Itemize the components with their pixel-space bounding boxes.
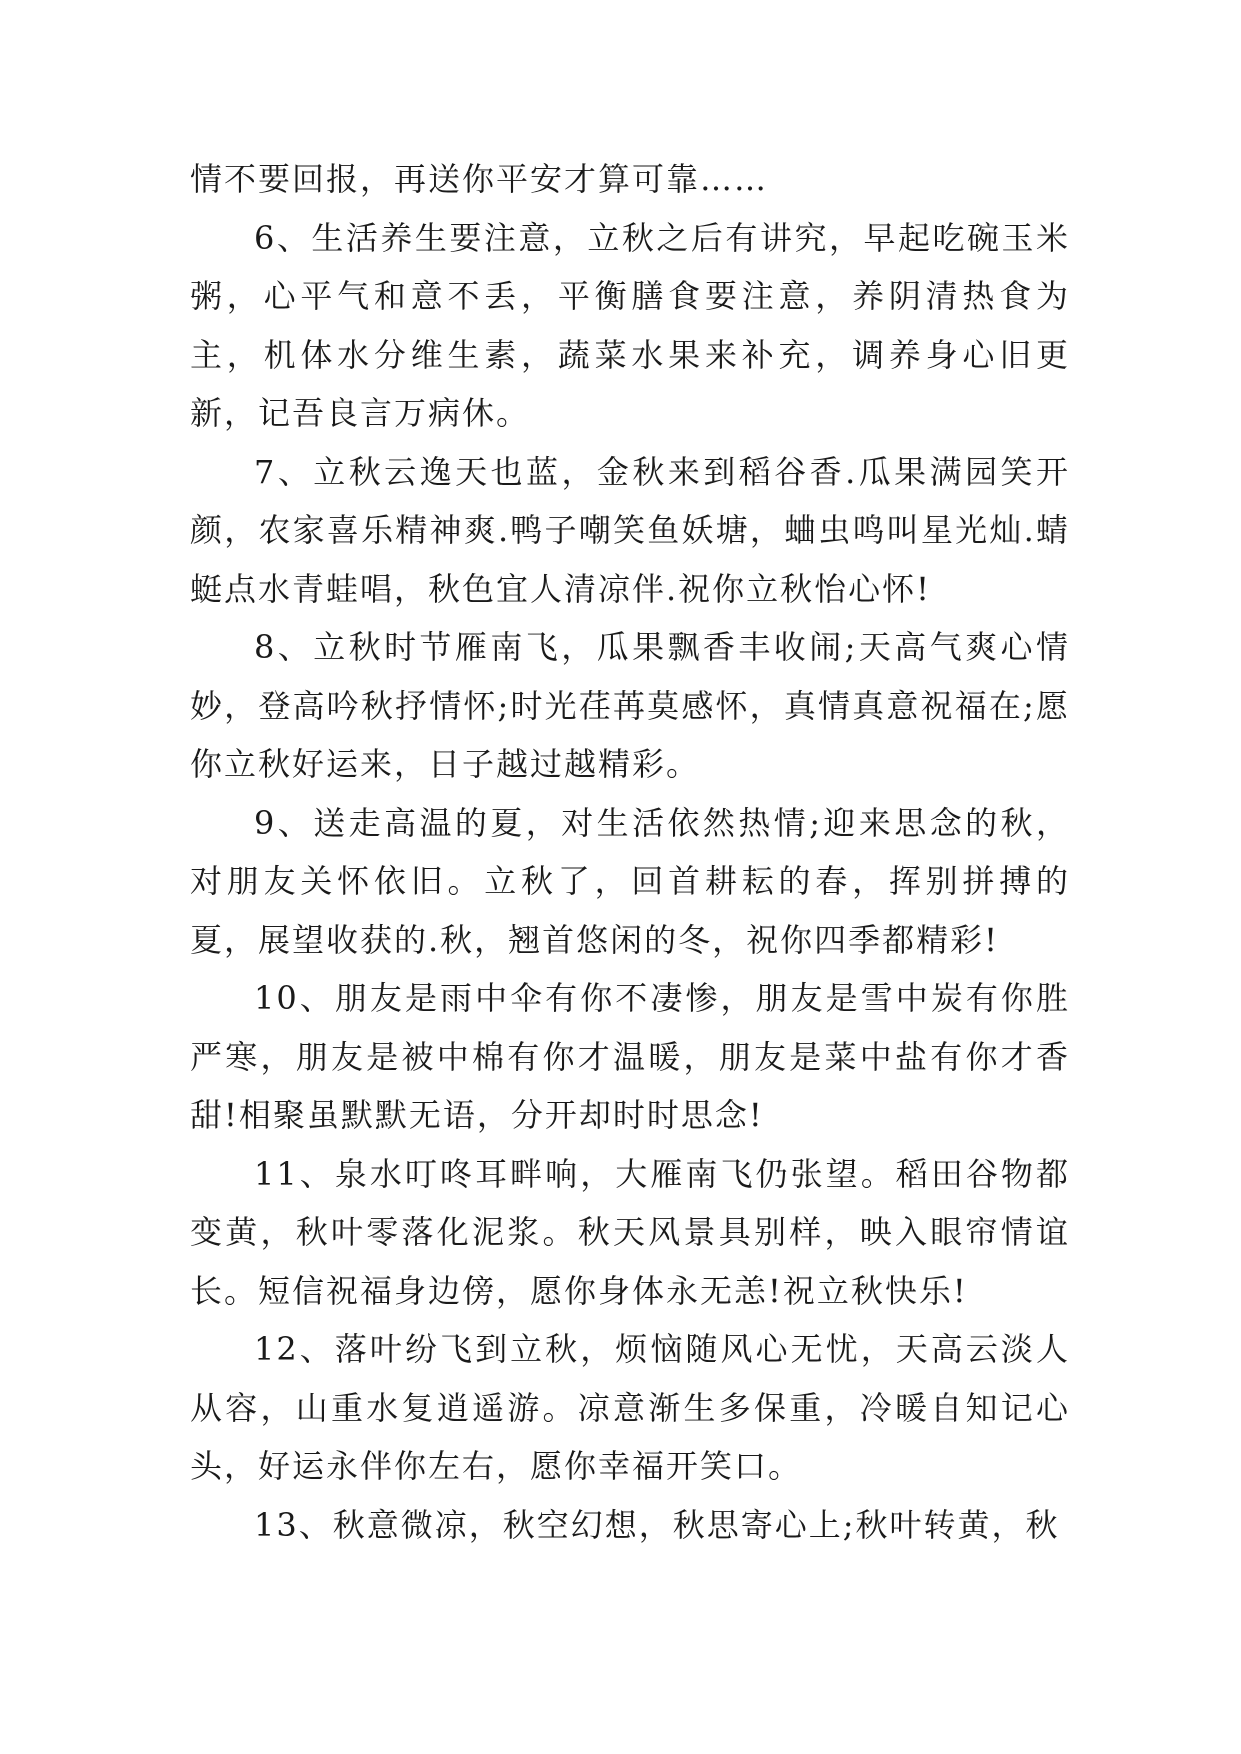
paragraph-12: 12、落叶纷飞到立秋，烦恼随风心无忧，天高云淡人从容，山重水复逍遥游。凉意渐生多保重，冷暖自知记心头，好运永伴你左右，愿你幸福开笑口。 (190, 1330, 1070, 1485)
paragraph-11: 11、泉水叮咚耳畔响，大雁南飞仍张望。稻田谷物都变黄，秋叶零落化泥浆。秋天风景具别样，映入眼帘情谊长。短信祝福身边傍，愿你身体永无恙!祝立秋快乐! (190, 1154, 1070, 1310)
paragraph-10: 10、朋友是雨中伞有你不凄惨，朋友是雪中炭有你胜严寒，朋友是被中棉有你才温暖，朋友是菜中盐有你才香甜!相聚虽默默无语，分开却时时思念! (190, 979, 1070, 1134)
paragraph-8: 8、立秋时节雁南飞，瓜果飘香丰收闹;天高气爽心情妙，登高吟秋抒情怀;时光荏苒莫感怀，真情真意祝福在;愿你立秋好运来，日子越过越精彩。 (190, 628, 1070, 783)
paragraph-13: 13、秋意微凉，秋空幻想，秋思寄心上;秋叶转黄，秋 (254, 1505, 1060, 1544)
paragraph-7: 7、立秋云逸天也蓝，金秋来到稻谷香.瓜果满园笑开颜，农家喜乐精神爽.鸭子嘲笑鱼妖塘，蛐虫鸣叫星光灿.蜻蜓点水青蛙唱，秋色宜人清凉伴.祝你立秋怡心怀! (190, 452, 1070, 608)
paragraph-6: 6、生活养生要注意，立秋之后有讲究，早起吃碗玉米粥，心平气和意不丢，平衡膳食要注意，养阴清热食为主，机体水分维生素，蔬菜水果来补充，调养身心旧更新，记吾良言万病休。 (190, 218, 1070, 432)
paragraph-9: 9、送走高温的夏，对生活依然热情;迎来思念的秋，对朋友关怀依旧。立秋了，回首耕耘的春，挥别拼搏的夏，展望收获的.秋，翘首悠闲的冬，祝你四季都精彩! (190, 803, 1070, 959)
paragraph-continued: 情不要回报，再送你平安才算可靠…… (190, 160, 769, 198)
document-body (190, 150, 1070, 1554)
